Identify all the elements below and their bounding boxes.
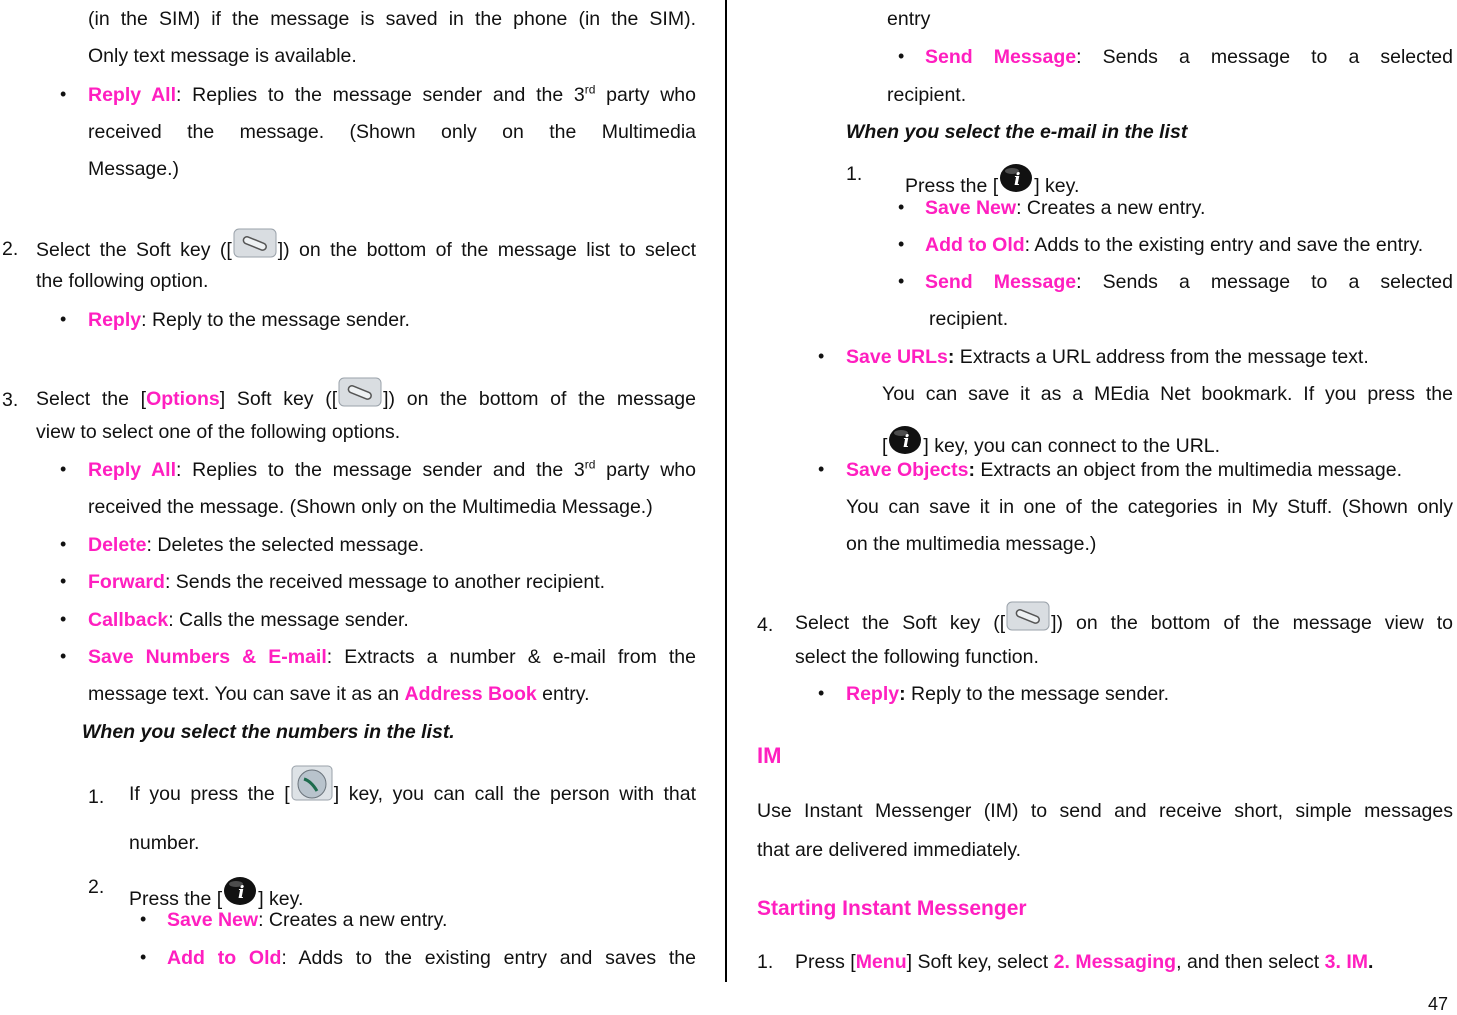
bullet-icon: • xyxy=(60,571,67,591)
section-heading-im: IM xyxy=(757,743,782,768)
bullet-icon: • xyxy=(898,234,905,254)
option-text: : Adds to the existing entry and saves the xyxy=(281,947,696,969)
option-colon: : xyxy=(968,459,975,481)
option-label: Save New xyxy=(925,197,1017,219)
step-text: Select the Soft key ([ xyxy=(795,612,1006,634)
ok-key-icon xyxy=(999,163,1033,193)
option-colon: : xyxy=(947,346,955,368)
option-text-line: recipient. xyxy=(929,308,1009,330)
step-text: ] Soft key, select xyxy=(906,951,1054,973)
option-text-line: received the message. (Shown only on the Multimedia xyxy=(88,121,696,143)
option-label: Send Message xyxy=(925,271,1077,293)
im-label: 3. IM xyxy=(1324,951,1368,973)
option-save-urls xyxy=(846,346,1369,369)
option-label: Callback xyxy=(88,609,169,631)
option-label: Save URLs xyxy=(846,346,948,368)
option-label: Add to Old xyxy=(167,947,282,969)
option-text: party who xyxy=(595,84,696,106)
option-label: Add to Old xyxy=(925,234,1025,256)
ok-key-icon xyxy=(888,425,922,455)
option-reply xyxy=(846,683,1169,706)
step-1 xyxy=(795,951,1373,974)
option-text-line: recipient. xyxy=(887,84,967,106)
im-description: that are delivered immediately. xyxy=(757,839,1022,861)
option-reply-all xyxy=(88,459,696,482)
step-end: . xyxy=(1367,951,1374,973)
step-text: Press the [ xyxy=(129,888,223,910)
bullet-icon: • xyxy=(818,346,825,366)
option-text: entry. xyxy=(536,683,590,705)
option-send-message xyxy=(925,46,1453,69)
option-text: : Extracts a number & e-mail from the xyxy=(326,646,696,668)
superscript: rd xyxy=(584,457,596,472)
option-label: Save New xyxy=(167,909,259,931)
step-3 xyxy=(36,374,696,424)
ok-key-icon xyxy=(223,876,257,906)
page-number: 47 xyxy=(1428,994,1449,1014)
step-text: ] key. xyxy=(1034,175,1080,197)
option-text-line: You can save it as a MEdia Net bookmark. If you press the xyxy=(882,383,1453,405)
option-label: Reply All xyxy=(88,459,177,481)
option-text: : Adds to the existing entry and save the entry. xyxy=(1024,234,1424,256)
step-text: ] key, you can call the person with that xyxy=(333,783,696,805)
step-number: 2. xyxy=(2,238,19,260)
sub-heading: When you select the numbers in the list. xyxy=(82,721,455,743)
soft-key-icon xyxy=(1006,601,1050,631)
step-text: ]) on the bottom of the message view to xyxy=(1051,612,1453,634)
bullet-icon: • xyxy=(818,683,825,703)
step-text: Press [ xyxy=(795,951,856,973)
option-save-objects xyxy=(846,459,1402,482)
bullet-icon: • xyxy=(60,534,67,554)
step-number: 4. xyxy=(757,614,774,636)
bullet-icon: • xyxy=(140,909,147,929)
option-reply xyxy=(88,309,410,332)
step-text-line: the following option. xyxy=(36,270,209,292)
option-text-line: You can save it in one of the categories in My Stuff. (Shown only xyxy=(846,496,1453,518)
bullet-icon: • xyxy=(898,197,905,217)
option-text-line xyxy=(882,425,1220,458)
option-text: : Deletes the selected message. xyxy=(146,534,425,556)
option-text-line: on the multimedia message.) xyxy=(846,533,1097,555)
options-label: Options xyxy=(146,388,220,410)
step-text: ]) on the bottom of the message xyxy=(383,388,696,410)
option-label: Send Message xyxy=(925,46,1077,68)
option-text: Extracts an object from the multimedia message. xyxy=(974,459,1402,481)
step-text: , and then select xyxy=(1176,951,1325,973)
option-text: : Replies to the message sender and the 3 xyxy=(176,459,585,481)
bullet-icon: • xyxy=(898,271,905,291)
sub-step-2 xyxy=(129,876,303,911)
sub-step-number: 1. xyxy=(846,163,863,185)
bullet-icon: • xyxy=(60,84,67,104)
option-text-line: Message.) xyxy=(88,158,180,180)
bullet-icon: • xyxy=(140,947,147,967)
soft-key-icon xyxy=(233,228,277,258)
sub-heading: When you select the e-mail in the list xyxy=(846,121,1188,143)
step-number: 3. xyxy=(2,389,19,411)
step-text-line: select the following function. xyxy=(795,646,1039,668)
option-label: Reply xyxy=(88,309,142,331)
option-save-numbers xyxy=(88,646,696,669)
option-text: : Reply to the message sender. xyxy=(141,309,410,331)
step-text: ] Soft key ([ xyxy=(219,388,338,410)
option-forward xyxy=(88,571,605,594)
section-heading-starting-im: Starting Instant Messenger xyxy=(757,897,1027,920)
step-2 xyxy=(36,225,696,275)
continuation-line: Only text message is available. xyxy=(88,45,357,67)
option-text: message text. You can save it as an xyxy=(88,683,405,705)
option-label: Reply All xyxy=(88,84,177,106)
option-text: : Calls the message sender. xyxy=(168,609,409,631)
option-delete xyxy=(88,534,424,557)
step-text: Select the [ xyxy=(36,388,147,410)
bullet-icon: • xyxy=(898,46,905,66)
step-4 xyxy=(795,597,1453,649)
step-text: If you press the [ xyxy=(129,783,290,805)
step-text: Select the Soft key ([ xyxy=(36,239,232,261)
option-label: Forward xyxy=(88,571,165,593)
option-text: Reply to the message sender. xyxy=(905,683,1170,705)
option-text: [ xyxy=(882,435,888,457)
send-key-icon xyxy=(291,765,333,801)
step-text-line: view to select one of the following options. xyxy=(36,421,401,443)
continuation-line: entry xyxy=(887,8,931,30)
option-text: : Creates a new entry. xyxy=(258,909,448,931)
option-label: Delete xyxy=(88,534,147,556)
column-divider xyxy=(725,0,727,982)
menu-label: Menu xyxy=(855,951,907,973)
option-colon: : xyxy=(899,683,906,705)
option-label: Save Objects xyxy=(846,459,969,481)
option-label: Reply xyxy=(846,683,900,705)
option-text: : Creates a new entry. xyxy=(1016,197,1206,219)
step-text-line: number. xyxy=(129,832,200,854)
option-label: Save Numbers & E-mail xyxy=(88,646,327,668)
option-text: : Sends a message to a selected xyxy=(1076,271,1453,293)
step-number: 1. xyxy=(757,951,774,973)
option-callback xyxy=(88,609,409,632)
option-text-line xyxy=(88,683,590,706)
option-text: party who xyxy=(595,459,696,481)
soft-key-icon xyxy=(338,377,382,407)
bullet-icon: • xyxy=(60,309,67,329)
bullet-icon: • xyxy=(60,459,67,479)
sub-step-number: 2. xyxy=(88,876,105,898)
bullet-icon: • xyxy=(60,609,67,629)
step-text: ] key. xyxy=(258,888,304,910)
address-book-label: Address Book xyxy=(404,683,537,705)
sub-step-number: 1. xyxy=(88,786,105,808)
option-add-to-old xyxy=(167,947,696,970)
step-text: ]) on the bottom of the message list to select xyxy=(277,239,696,261)
option-text-line: received the message. (Shown only on the Multimedia Message.) xyxy=(88,496,653,518)
bullet-icon: • xyxy=(60,646,67,666)
option-save-new xyxy=(925,197,1205,220)
option-text: Extracts a URL address from the message text. xyxy=(954,346,1369,368)
bullet-icon: • xyxy=(818,459,825,479)
option-add-to-old xyxy=(925,234,1423,257)
sub-step-1 xyxy=(905,163,1079,198)
messaging-label: 2. Messaging xyxy=(1053,951,1177,973)
continuation-line: (in the SIM) if the message is saved in the phone (in the SIM). xyxy=(88,8,696,30)
superscript: rd xyxy=(584,82,596,97)
option-save-new xyxy=(167,909,447,932)
option-text: : Sends the received message to another recipient. xyxy=(164,571,606,593)
im-description: Use Instant Messenger (IM) to send and receive short, simple messages xyxy=(757,800,1453,822)
option-reply-all xyxy=(88,84,696,107)
step-text: Press the [ xyxy=(905,175,999,197)
option-send-message xyxy=(925,271,1453,294)
option-text: ] key, you can connect to the URL. xyxy=(923,435,1221,457)
option-text: : Sends a message to a selected xyxy=(1076,46,1453,68)
sub-step-1 xyxy=(129,762,696,826)
option-text: : Replies to the message sender and the 3 xyxy=(176,84,585,106)
